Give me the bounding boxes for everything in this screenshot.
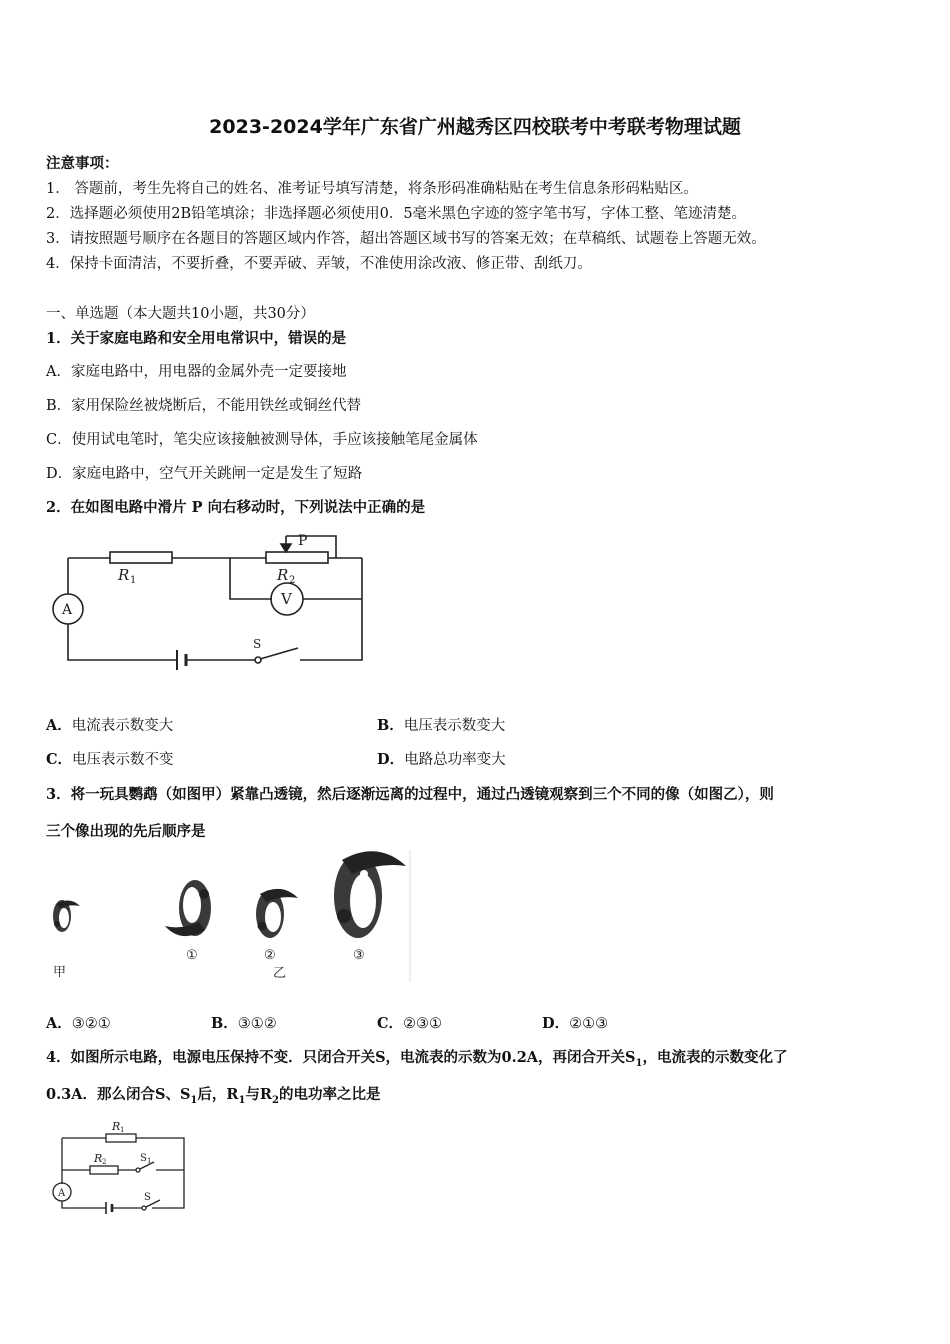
label-r1-sub: 1 xyxy=(130,575,137,586)
q4-stem-line1-a: 4．如图所示电路，电源电压保持不变．只闭合开关S，电流表的示数为0.2A，再闭合开关S xyxy=(46,1049,636,1066)
resistor-r2 xyxy=(266,552,328,563)
q1-option-b: B．家用保险丝被烧断后，不能用铁丝或铜丝代替 xyxy=(46,398,362,414)
note-item: 4．保持卡面清洁，不要折叠，不要弄破、弄皱，不准使用涂改液、修正带、刮纸刀。 xyxy=(46,256,592,272)
label-r2: R xyxy=(277,566,289,584)
q2-option-b-letter: B． xyxy=(377,717,404,734)
q1-option-d: D．家庭电路中，空气开关跳闸一定是发生了短路 xyxy=(46,466,363,482)
label-image-3: ③ xyxy=(353,948,365,963)
note-item: 2．选择题必须使用2B铅笔填涂；非选择题必须使用0．5毫米黑色字迹的签字笔书写，字体工整、笔迹清楚。 xyxy=(46,206,747,222)
q4-stem-line2-c: 与R xyxy=(245,1086,272,1103)
slider-arrow-icon xyxy=(281,544,291,552)
label-r2-sub: 2 xyxy=(102,1158,107,1166)
label-r2: R xyxy=(94,1152,103,1165)
q3-option-a xyxy=(46,1012,111,1033)
q2-option-b xyxy=(377,714,505,735)
section-heading: 一、单选题（本大题共10小题，共30分） xyxy=(46,306,315,322)
q4-stem-line1-b: ，电流表的示数变化了 xyxy=(642,1049,788,1066)
q3-option-c-text: ②③① xyxy=(403,1016,443,1032)
q4-stem-line2-a: 0.3A．那么闭合S、S xyxy=(46,1086,191,1103)
parrot-original-icon xyxy=(53,900,80,932)
label-a: A xyxy=(58,1188,66,1199)
label-yi: 乙 xyxy=(273,966,287,981)
q4-stem-line2-b: 后，R xyxy=(197,1086,239,1103)
q4-stem-line2-sub1: 1 xyxy=(190,1094,198,1106)
resistor-r1 xyxy=(106,1134,136,1142)
parrot-image-3-icon xyxy=(334,851,406,938)
q3-option-a-letter: A． xyxy=(46,1015,72,1032)
page-title: 2023-2024学年广东省广州越秀区四校联考中考联考物理试题 xyxy=(209,116,741,138)
q2-option-d-text: 电路总功率变大 xyxy=(404,752,506,768)
q2-circuit-diagram xyxy=(40,528,370,678)
label-s1: S xyxy=(140,1153,147,1164)
q3-stem-line2: 三个像出现的先后顺序是 xyxy=(46,823,206,840)
q2-option-a-letter: A． xyxy=(46,717,72,734)
note-item: 1． 答题前，考生先将自己的姓名、准考证号填写清楚，将条形码准确粘贴在考生信息条形码粘贴区。 xyxy=(46,181,698,197)
q2-option-a-text: 电流表示数变大 xyxy=(71,718,174,734)
q4-stem-line2-sub3: 2 xyxy=(271,1094,279,1106)
q3-option-b xyxy=(211,1012,277,1033)
q3-stem-line1: 3．将一玩具鹦鹉（如图甲）紧靠凸透镜，然后逐渐远离的过程中，通过凸透镜观察到三个不同的像（如图乙），则 xyxy=(46,786,774,803)
resistor-r1 xyxy=(110,552,172,563)
q2-option-b-text: 电压表示数变大 xyxy=(403,718,506,734)
label-a: A xyxy=(62,602,73,618)
q4-stem-line2-d: 的电功率之比是 xyxy=(278,1086,381,1103)
parrot-image-2-icon xyxy=(256,889,298,938)
label-s: S xyxy=(144,1192,151,1203)
q3-option-c-letter: C． xyxy=(377,1015,404,1032)
label-jia: 甲 xyxy=(53,965,67,980)
parrot-image-1-icon xyxy=(165,880,211,936)
label-r1: R xyxy=(112,1120,121,1133)
q3-option-d-letter: D． xyxy=(542,1015,570,1032)
q4-stem-line1 xyxy=(46,1046,787,1069)
label-image-1: ① xyxy=(186,948,198,963)
q2-option-c-letter: C． xyxy=(46,751,73,768)
q3-option-d-text: ②①③ xyxy=(569,1016,609,1032)
q2-option-a xyxy=(46,714,173,735)
q4-stem-line2 xyxy=(46,1083,380,1106)
notes-heading: 注意事项： xyxy=(46,155,119,172)
label-r1-sub: 1 xyxy=(120,1126,125,1134)
q1-option-c: C．使用试电笔时，笔尖应该接触被测导体，手应该接触笔尾金属体 xyxy=(46,432,478,448)
q1-option-a: A．家庭电路中，用电器的金属外壳一定要接地 xyxy=(46,364,347,380)
q3-option-d xyxy=(542,1012,608,1033)
switch-icon xyxy=(260,648,298,659)
q3-option-b-text: ③①② xyxy=(237,1016,277,1032)
label-s1-sub: 1 xyxy=(147,1157,152,1165)
label-p: P xyxy=(298,533,308,549)
label-r1: R xyxy=(118,566,130,584)
q4-stem-line1-sub: 1 xyxy=(635,1057,643,1069)
q3-option-a-text: ③②① xyxy=(71,1016,111,1032)
label-r2-sub: 2 xyxy=(289,575,296,586)
q2-stem: 2．在如图电路中滑片 P 向右移动时，下列说法中正确的是 xyxy=(46,499,426,516)
q3-option-b-letter: B． xyxy=(211,1015,238,1032)
q3-option-c xyxy=(377,1012,442,1033)
q4-stem-line2-sub2: 1 xyxy=(238,1094,246,1106)
q4-circuit-diagram xyxy=(44,1116,194,1220)
q2-option-d xyxy=(377,748,506,769)
label-v: V xyxy=(281,590,292,608)
label-s: S xyxy=(253,637,262,651)
q2-option-d-letter: D． xyxy=(377,751,405,768)
resistor-r2 xyxy=(90,1166,118,1174)
q1-stem: 1．关于家庭电路和安全用电常识中，错误的是 xyxy=(46,330,347,347)
q2-option-c xyxy=(46,748,174,769)
q2-option-c-text: 电压表示数不变 xyxy=(72,752,174,768)
note-item: 3．请按照题号顺序在各题目的答题区域内作答，超出答题区域书写的答案无效；在草稿纸、试题卷上答题无效。 xyxy=(46,231,766,247)
label-image-2: ② xyxy=(264,948,276,963)
q3-parrot-images xyxy=(40,846,420,986)
